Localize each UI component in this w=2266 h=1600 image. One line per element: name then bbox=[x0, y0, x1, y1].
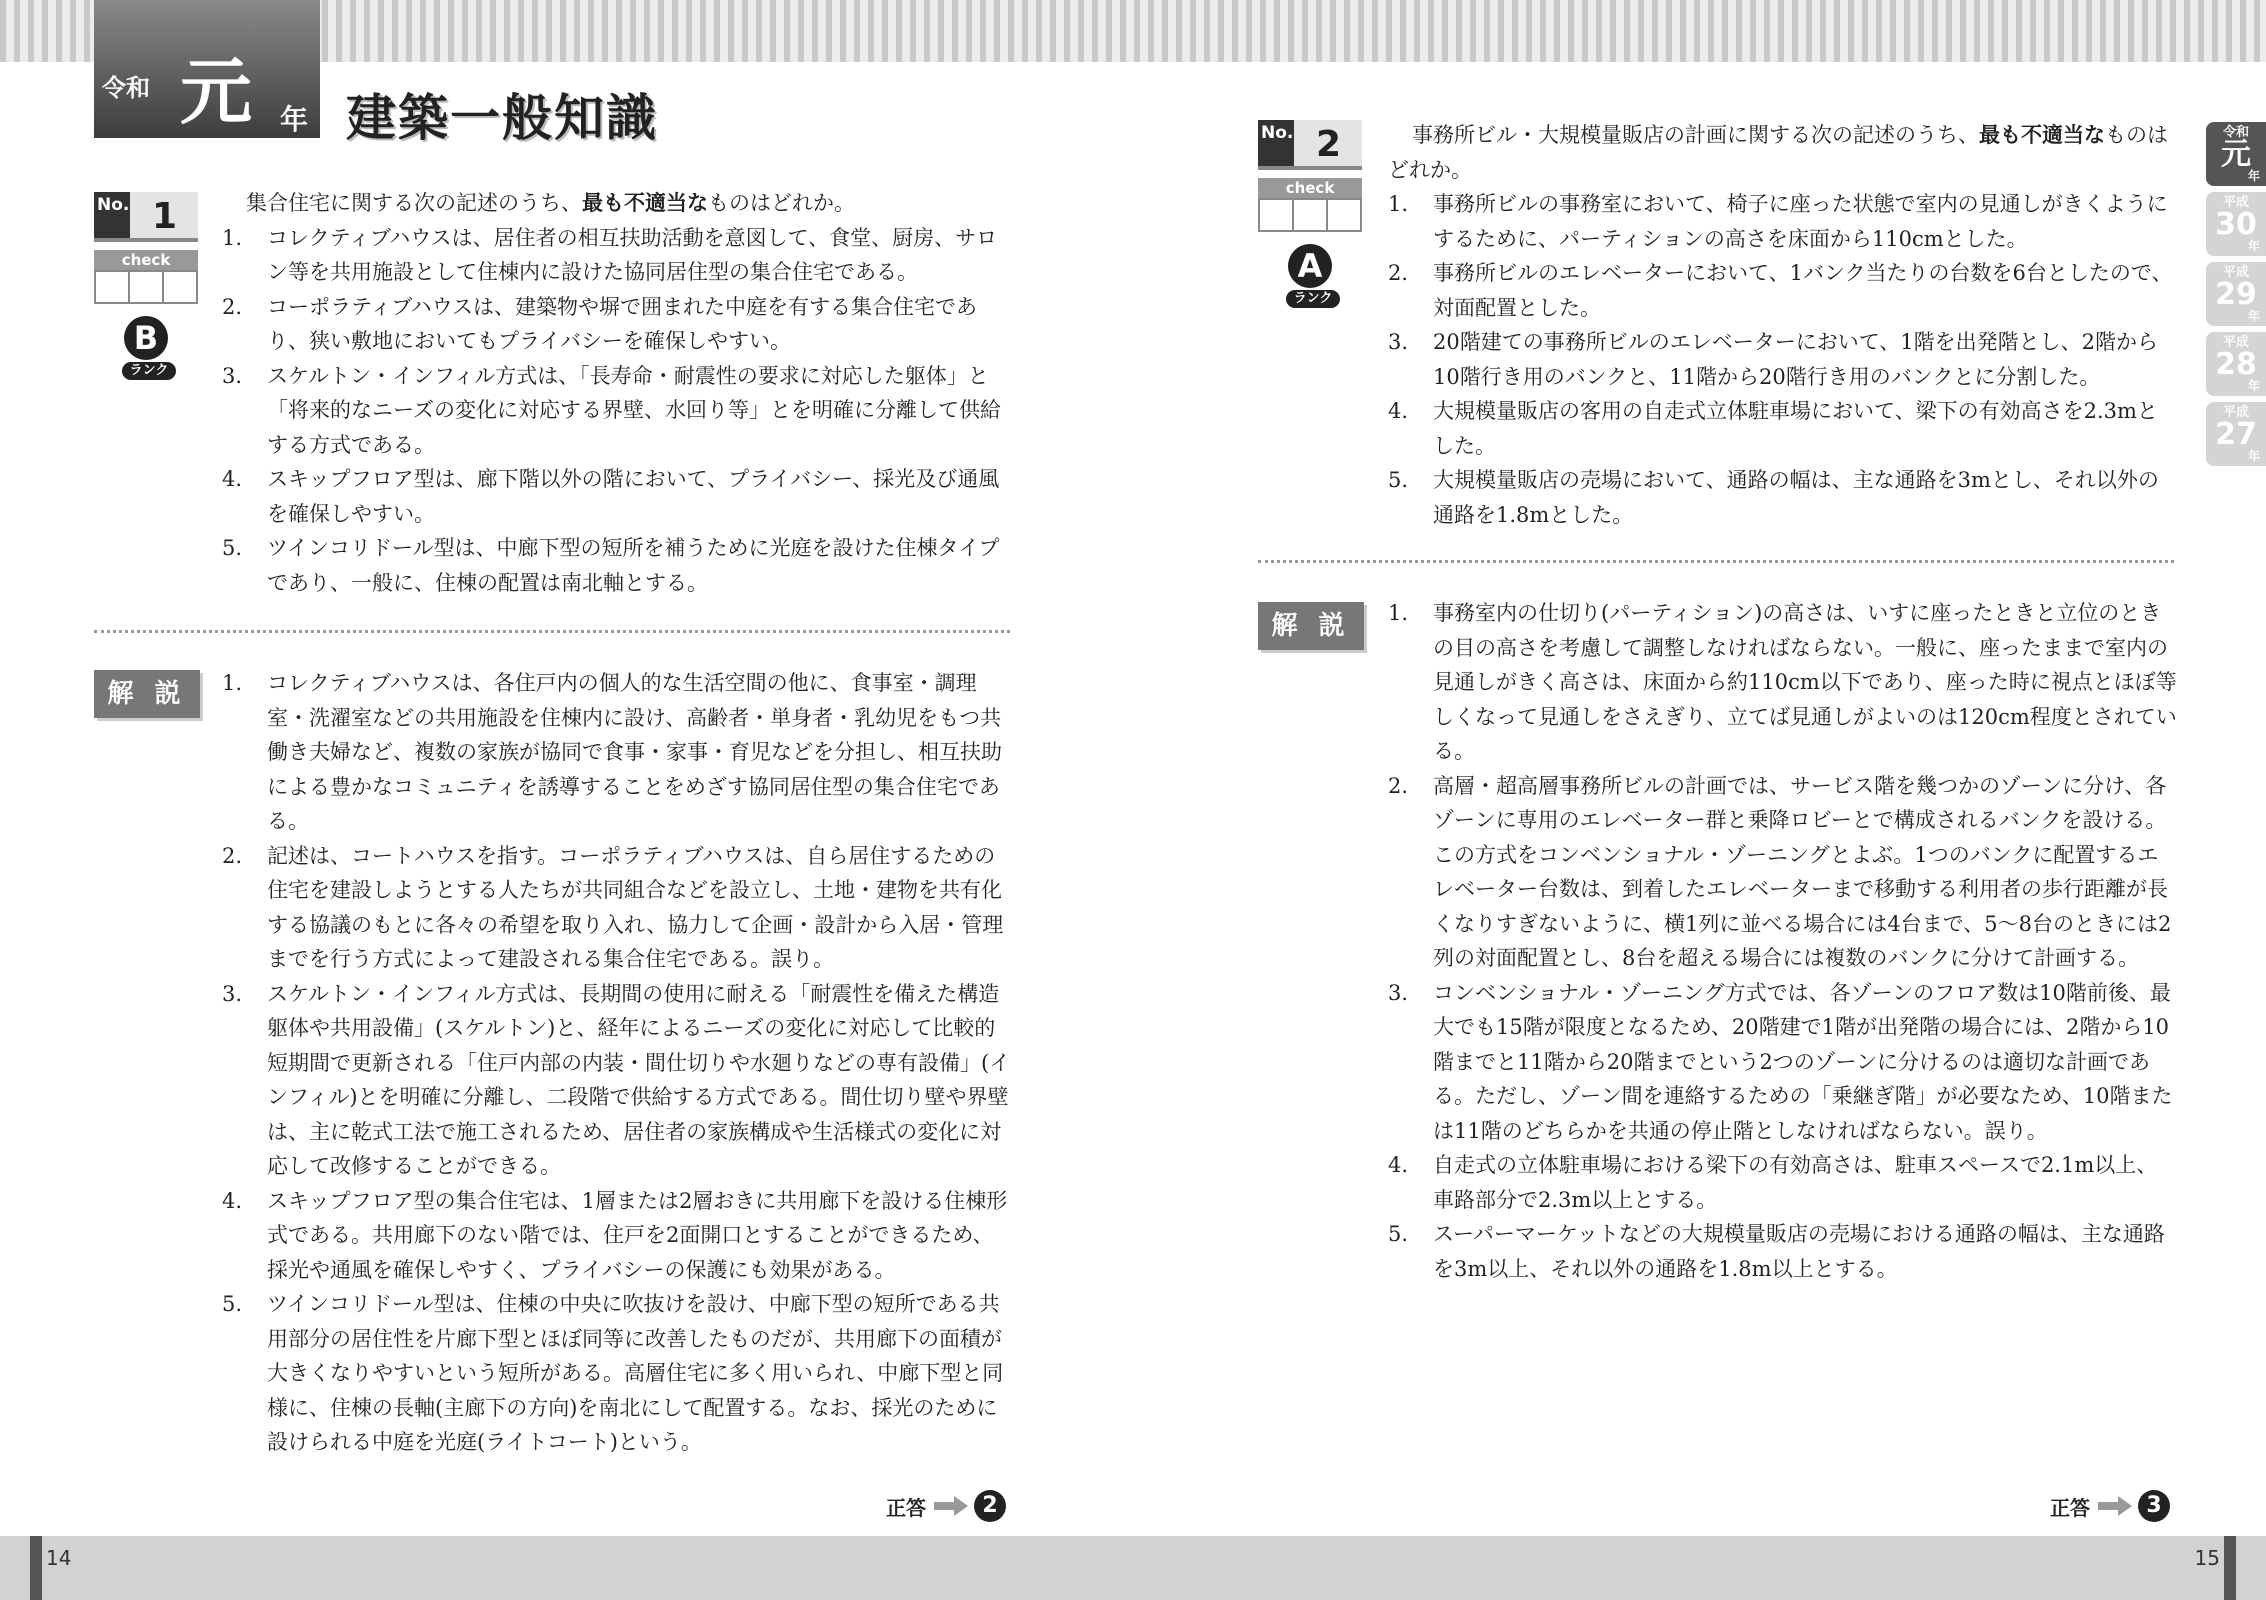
choice-number: 1. bbox=[222, 225, 243, 250]
explanation-number: 3. bbox=[1388, 980, 1409, 1005]
choice-number: 5. bbox=[222, 536, 243, 560]
explanation-text: スーパーマーケットなどの大規模量販店の売場における通路の幅は、主な通路を3m以上、それ以外の通路を1.8m以上とする。 bbox=[1433, 1222, 2165, 1281]
arrow-right-icon bbox=[2098, 1498, 2132, 1514]
answer-number: 3 bbox=[2138, 1490, 2170, 1522]
section-divider bbox=[1258, 560, 2174, 563]
question-1-badge bbox=[94, 192, 198, 380]
explanation-number: 4. bbox=[1388, 1153, 1409, 1177]
explanation-item bbox=[1388, 1148, 2178, 1217]
choice-number: 2. bbox=[1388, 261, 1409, 285]
stem-text: ものはどれか。 bbox=[1388, 123, 2168, 182]
explanation-item bbox=[1388, 976, 2178, 1149]
check-box[interactable] bbox=[96, 272, 130, 302]
explanation-item bbox=[222, 839, 1012, 977]
era-small-label: 令和 bbox=[102, 74, 150, 102]
answer-label: 正答 bbox=[2050, 1495, 2090, 1520]
question-2-explanation bbox=[1388, 596, 2178, 1286]
explanation-item bbox=[222, 977, 1012, 1184]
check-boxes[interactable] bbox=[94, 270, 198, 304]
check-box[interactable] bbox=[1294, 200, 1328, 230]
check-box[interactable] bbox=[1260, 200, 1294, 230]
tab-year: 27 bbox=[2215, 417, 2257, 452]
tab-era: 平成 bbox=[2222, 335, 2249, 350]
choice-text: スケルトン・インフィル方式は、「長寿命・耐震性の要求に対応した躯体」と「将来的なニーズの変化に対応する界壁、水回り等」とを明確に分離して供給する方式である。 bbox=[267, 363, 1001, 457]
check-box[interactable] bbox=[164, 272, 196, 302]
explanation-label: 解 説 bbox=[94, 670, 200, 718]
answer-indicator-q1 bbox=[886, 1490, 1006, 1522]
choice-item bbox=[1388, 256, 2178, 325]
check-boxes[interactable] bbox=[1258, 198, 1362, 232]
question-1-explanation bbox=[222, 666, 1012, 1460]
explanation-number: 1. bbox=[1388, 601, 1409, 625]
choice-text: 大規模量販店の売場において、通路の幅は、主な通路を3mとし、それ以外の通路を1.8mとした。 bbox=[1433, 468, 2159, 527]
arrow-right-icon bbox=[934, 1498, 968, 1514]
choice-text: 事務所ビルのエレベーターにおいて、1バンク当たりの台数を6台としたので、対面配置とした。 bbox=[1433, 261, 2173, 320]
explanation-number: 5. bbox=[1388, 1222, 1409, 1246]
answer-number: 2 bbox=[974, 1490, 1006, 1522]
explanation-number: 2. bbox=[1388, 773, 1409, 798]
question-1-text bbox=[222, 186, 1012, 600]
choice-item bbox=[222, 290, 1012, 359]
year-tab-heisei-27[interactable] bbox=[2206, 402, 2266, 466]
tab-year: 30 bbox=[2215, 207, 2257, 242]
choice-text: 事務所ビルの事務室において、椅子に座った状態で室内の見通しがきくようにするために、パーティションの高さを床面から110cmとした。 bbox=[1433, 192, 2168, 251]
choice-item bbox=[222, 531, 1012, 600]
tab-year: 28 bbox=[2215, 347, 2257, 382]
year-side-tabs bbox=[2206, 122, 2266, 472]
tab-year: 元 bbox=[2221, 137, 2251, 172]
choice-number: 3. bbox=[222, 363, 243, 388]
tab-nen: 年 bbox=[2247, 169, 2260, 183]
choice-number: 5. bbox=[1388, 468, 1409, 492]
tab-nen: 年 bbox=[2247, 309, 2260, 323]
choice-item bbox=[1388, 187, 2178, 256]
tab-era: 平成 bbox=[2222, 195, 2249, 210]
rank-indicator bbox=[122, 316, 170, 380]
check-label: check bbox=[1258, 178, 1362, 198]
era-nen-label: 年 bbox=[280, 103, 309, 136]
check-box[interactable] bbox=[1328, 200, 1360, 230]
tab-nen: 年 bbox=[2247, 449, 2260, 463]
explanation-label: 解 説 bbox=[1258, 602, 1364, 650]
footer-edge-right bbox=[2224, 1536, 2236, 1600]
no-label: No. bbox=[97, 195, 130, 215]
rank-label: ランク bbox=[122, 362, 176, 380]
stem-text: ものはどれか。 bbox=[708, 191, 855, 215]
choice-item bbox=[222, 462, 1012, 531]
stem-emphasis: 最も不適当な bbox=[582, 191, 708, 215]
rank-indicator bbox=[1286, 244, 1334, 308]
choice-number: 3. bbox=[1388, 330, 1409, 354]
explanation-text: スケルトン・インフィル方式は、長期間の使用に耐える「耐震性を備えた構造躯体や共用設備」(スケルトン)と、経年によるニーズの変化に対応して比較的短期間で更新される「住戸内部の内装・間仕切りや水廻りなどの専有設備」(インフィル)とを明確に分離し、二段階で供給する方式である。間仕切り壁や界壁は、主に乾式工法で施工されるため、居住者の家族構成や生活様式の変化に対応して改修することができる。 bbox=[267, 981, 1011, 1178]
tab-era: 平成 bbox=[2222, 405, 2249, 420]
explanation-text: コレクティブハウスは、各住戸内の個人的な生活空間の他に、食事室・調理室・洗濯室などの共用施設を住棟内に設け、高齢者・単身者・乳幼児をもつ共働き夫婦など、複数の家族が協同で食事・家事・育児などを分担し、相互扶助による豊かなコミュニティを誘導することをめざす協同居住型の集合住宅である。 bbox=[267, 671, 1002, 833]
explanation-item bbox=[1388, 769, 2178, 976]
tab-nen: 年 bbox=[2247, 379, 2260, 393]
question-2-badge bbox=[1258, 120, 1362, 308]
explanation-text: 自走式の立体駐車場における梁下の有効高さは、駐車スペースで2.1m以上、車路部分で2.3m以上とする。 bbox=[1433, 1153, 2158, 1212]
stem-text: 事務所ビル・大規模量販店の計画に関する次の記述のうち、 bbox=[1412, 123, 1979, 147]
explanation-number: 1. bbox=[222, 671, 243, 695]
tab-nen: 年 bbox=[2247, 239, 2260, 253]
explanation-text: スキップフロア型の集合住宅は、1層または2層おきに共用廊下を設ける住棟形式である。共用廊下のない階では、住戸を2面開口とすることができるため、採光や通風を確保しやすく、プライバシーの保護にも効果がある。 bbox=[267, 1188, 1008, 1282]
choice-text: スキップフロア型は、廊下階以外の階において、プライバシー、採光及び通風を確保しやすい。 bbox=[267, 467, 1000, 526]
choice-number: 1. bbox=[1388, 192, 1409, 216]
explanation-number: 4. bbox=[222, 1188, 243, 1213]
choice-text: 大規模量販店の客用の自走式立体駐車場において、梁下の有効高さを2.3mとした。 bbox=[1433, 399, 2158, 458]
choice-item bbox=[1388, 325, 2178, 394]
choice-item bbox=[1388, 394, 2178, 463]
stem-text: 集合住宅に関する次の記述のうち、 bbox=[246, 191, 582, 215]
rank-letter: B bbox=[124, 316, 168, 360]
rank-label: ランク bbox=[1286, 290, 1340, 308]
explanation-text: 事務室内の仕切り(パーティション)の高さは、いすに座ったときと立位のときの目の高さを考慮して調整しなければならない。一般に、座ったままで室内の見通しがきく高さは、床面から約110cm以下であり、座った時に視点とほぼ等しくなって見通しをさえぎり、立てば見通しがよいのは120cm程度とされている。 bbox=[1433, 601, 2177, 763]
tab-era: 平成 bbox=[2222, 265, 2249, 280]
question-number: 2 bbox=[1316, 124, 1342, 165]
top-stripe-decoration bbox=[0, 0, 2266, 62]
choice-number: 4. bbox=[1388, 399, 1409, 423]
no-label: No. bbox=[1261, 123, 1294, 143]
explanation-item bbox=[222, 1287, 1012, 1460]
choice-item bbox=[222, 221, 1012, 290]
explanation-item bbox=[1388, 1217, 2178, 1286]
year-tab-reiwa-1[interactable] bbox=[2206, 122, 2266, 186]
question-stem bbox=[222, 186, 1012, 221]
stem-emphasis: 最も不適当な bbox=[1979, 123, 2105, 147]
explanation-number: 2. bbox=[222, 843, 243, 868]
check-label: check bbox=[94, 250, 198, 270]
choice-number: 2. bbox=[222, 294, 243, 319]
choice-text: 20階建ての事務所ビルのエレベーターにおいて、1階を出発階とし、2階から10階行き用のバンクと、11階から20階行き用のバンクとに分割した。 bbox=[1433, 330, 2159, 389]
question-number-box bbox=[94, 192, 198, 242]
explanation-number: 3. bbox=[222, 981, 243, 1006]
answer-indicator-q2 bbox=[2050, 1490, 2170, 1522]
explanation-text: ツインコリドール型は、住棟の中央に吹抜けを設け、中廊下型の短所である共用部分の居住性を片廊下型とほぼ同等に改善したものだが、共用廊下の面積が大きくなりやすいという短所がある。高層住宅に多く用いられ、中廊下型と同様に、住棟の長軸(主廊下の方向)を南北にして配置する。なお、採光のために設けられる中庭を光庭(ライトコート)という。 bbox=[267, 1292, 1004, 1454]
choice-item bbox=[1388, 463, 2178, 532]
year-tab-heisei-30[interactable] bbox=[2206, 192, 2266, 256]
page-number-left: 14 bbox=[46, 1546, 72, 1570]
footer-bar bbox=[0, 1536, 2266, 1600]
tab-era: 令和 bbox=[2222, 125, 2249, 140]
page-number-right: 15 bbox=[2194, 1546, 2220, 1570]
question-stem bbox=[1388, 118, 2178, 187]
answer-label: 正答 bbox=[886, 1495, 926, 1520]
check-box[interactable] bbox=[130, 272, 164, 302]
year-tab-heisei-28[interactable] bbox=[2206, 332, 2266, 396]
question-number: 1 bbox=[152, 196, 178, 237]
choice-text: コレクティブハウスは、居住者の相互扶助活動を意図して、食堂、厨房、サロン等を共用施設として住棟内に設けた協同居住型の集合住宅である。 bbox=[267, 225, 998, 284]
choice-text: コーポラティブハウスは、建築物や塀で囲まれた中庭を有する集合住宅であり、狭い敷地においてもプライバシーを確保しやすい。 bbox=[267, 294, 978, 353]
explanation-item bbox=[222, 1184, 1012, 1288]
explanation-item bbox=[222, 666, 1012, 839]
year-tab-heisei-29[interactable] bbox=[2206, 262, 2266, 326]
choice-item bbox=[222, 359, 1012, 463]
explanation-text: 高層・超高層事務所ビルの計画では、サービス階を幾つかのゾーンに分け、各ゾーンに専用のエレベーター群と乗降ロビーとで構成されるバンクを設ける。この方式をコンベンショナル・ゾーニングとよぶ。1つのバンクに配置するエレベーター台数は、到着したエレベーターまで移動する利用者の歩行距離が長くなりすぎないように、横1列に並べる場合には4台まで、5〜8台のときには2列の対面配置とし、8台を超える場合には複数のバンクに分けて計画する。 bbox=[1433, 773, 2172, 970]
question-number-box bbox=[1258, 120, 1362, 170]
explanation-item bbox=[1388, 596, 2178, 769]
page-title: 建築一般知識 bbox=[346, 89, 658, 147]
question-2-text bbox=[1388, 118, 2178, 532]
explanation-text: コンベンショナル・ゾーニング方式では、各ゾーンのフロア数は10階前後、最大でも15階が限度となるため、20階建で1階が出発階の場合には、2階から10階までと11階から20階までという2つのゾーンに分けるのは適切な計画である。ただし、ゾーン間を連絡するための「乗継ぎ階」が必要なため、10階または11階のどちらかを共通の停止階としなければならない。誤り。 bbox=[1433, 980, 2173, 1143]
explanation-number: 5. bbox=[222, 1292, 243, 1316]
footer-edge-left bbox=[30, 1536, 42, 1600]
section-divider bbox=[94, 630, 1010, 633]
tab-year: 29 bbox=[2215, 277, 2257, 312]
choice-number: 4. bbox=[222, 467, 243, 491]
explanation-text: 記述は、コートハウスを指す。コーポラティブハウスは、自ら居住するための住宅を建設しようとする人たちが共同組合などを設立し、土地・建物を共有化する協議のもとに各々の希望を取り入れ、協力して企画・設計から入居・管理までを行う方式によって建設される集合住宅である。誤り。 bbox=[267, 843, 1004, 971]
choice-text: ツインコリドール型は、中廊下型の短所を補うために光庭を設けた住棟タイプであり、一般に、住棟の配置は南北軸とする。 bbox=[267, 536, 1000, 595]
era-year-label: 元 bbox=[180, 50, 253, 134]
era-header-block bbox=[94, 0, 320, 138]
rank-letter: A bbox=[1288, 244, 1332, 288]
